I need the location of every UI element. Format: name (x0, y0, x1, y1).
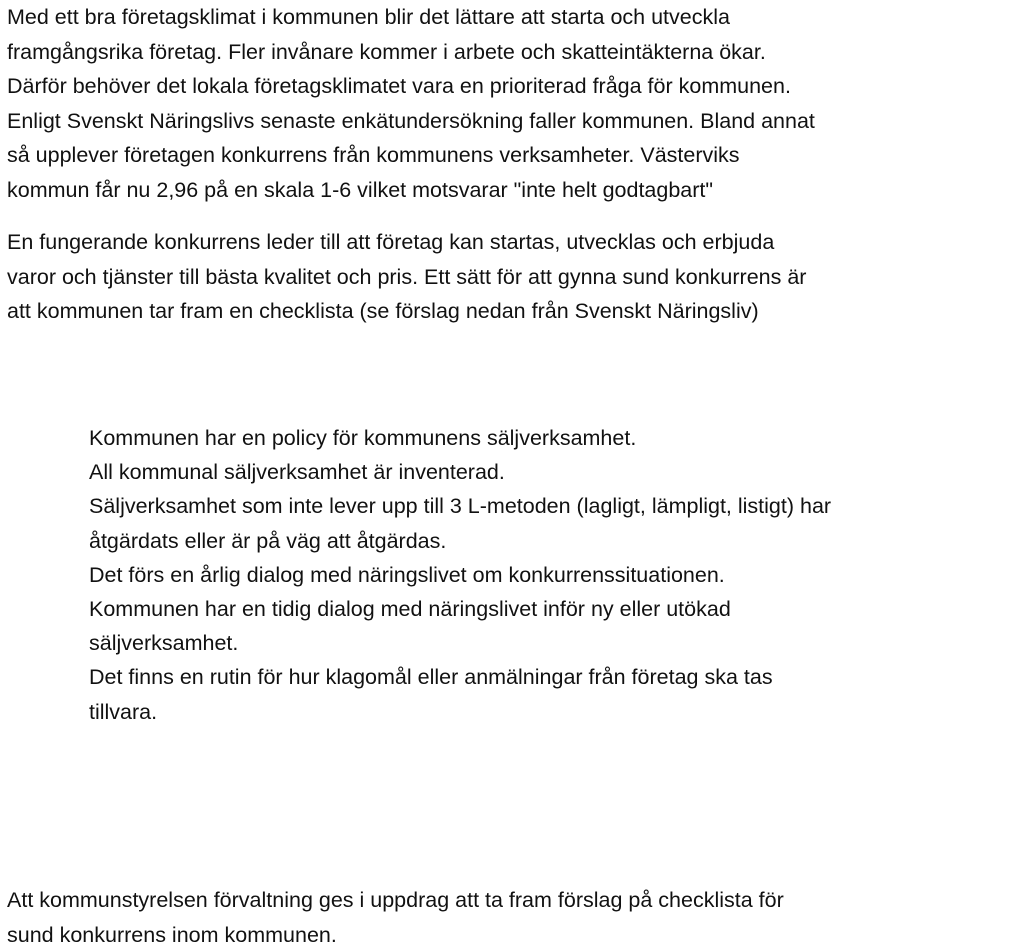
text-line: framgångsrika företag. Fler invånare kommer i arbete och skatteintäkterna ökar. (7, 35, 815, 70)
checklist-item (89, 592, 831, 660)
text-line: Kommunen har en tidig dialog med näringslivet inför ny eller utökad (89, 592, 831, 626)
text-line: sund konkurrens inom kommunen. (7, 918, 784, 952)
text-line: varor och tjänster till bästa kvalitet och pris. Ett sätt för att gynna sund konkurrens är (7, 260, 806, 295)
text-line: Kommunen har en policy för kommunens säljverksamhet. (89, 421, 831, 455)
text-line: All kommunal säljverksamhet är inventerad. (89, 455, 831, 489)
competition-paragraph (7, 225, 806, 329)
checklist-item (89, 421, 831, 455)
text-line: så upplever företagen konkurrens från kommunens verksamheter. Västerviks (7, 138, 815, 173)
text-line: Med ett bra företagsklimat i kommunen blir det lättare att starta och utveckla (7, 0, 815, 35)
text-line: Det finns en rutin för hur klagomål eller anmälningar från företag ska tas (89, 660, 831, 694)
checklist-item (89, 489, 831, 557)
intro-paragraph (7, 0, 815, 207)
checklist-item (89, 558, 831, 592)
text-line: Det förs en årlig dialog med näringslivet om konkurrenssituationen. (89, 558, 831, 592)
text-line: åtgärdats eller är på väg att åtgärdas. (89, 524, 831, 558)
text-line: säljverksamhet. (89, 626, 831, 660)
text-line: Därför behöver det lokala företagsklimatet vara en prioriterad fråga för kommunen. (7, 69, 815, 104)
text-line: Säljverksamhet som inte lever upp till 3 L-metoden (lagligt, lämpligt, listigt) har (89, 489, 831, 523)
text-line: En fungerande konkurrens leder till att företag kan startas, utvecklas och erbjuda (7, 225, 806, 260)
text-line: kommun får nu 2,96 på en skala 1-6 vilket motsvarar "inte helt godtagbart" (7, 173, 815, 208)
text-line: Enligt Svenskt Näringslivs senaste enkätundersökning faller kommunen. Bland annat (7, 104, 815, 139)
proposal-paragraph (7, 883, 784, 952)
checklist-item (89, 455, 831, 489)
text-line: Att kommunstyrelsen förvaltning ges i uppdrag att ta fram förslag på checklista för (7, 883, 784, 918)
text-line: tillvara. (89, 695, 831, 729)
checklist-item (89, 660, 831, 728)
text-line: att kommunen tar fram en checklista (se förslag nedan från Svenskt Näringsliv) (7, 294, 806, 329)
checklist (89, 421, 831, 729)
